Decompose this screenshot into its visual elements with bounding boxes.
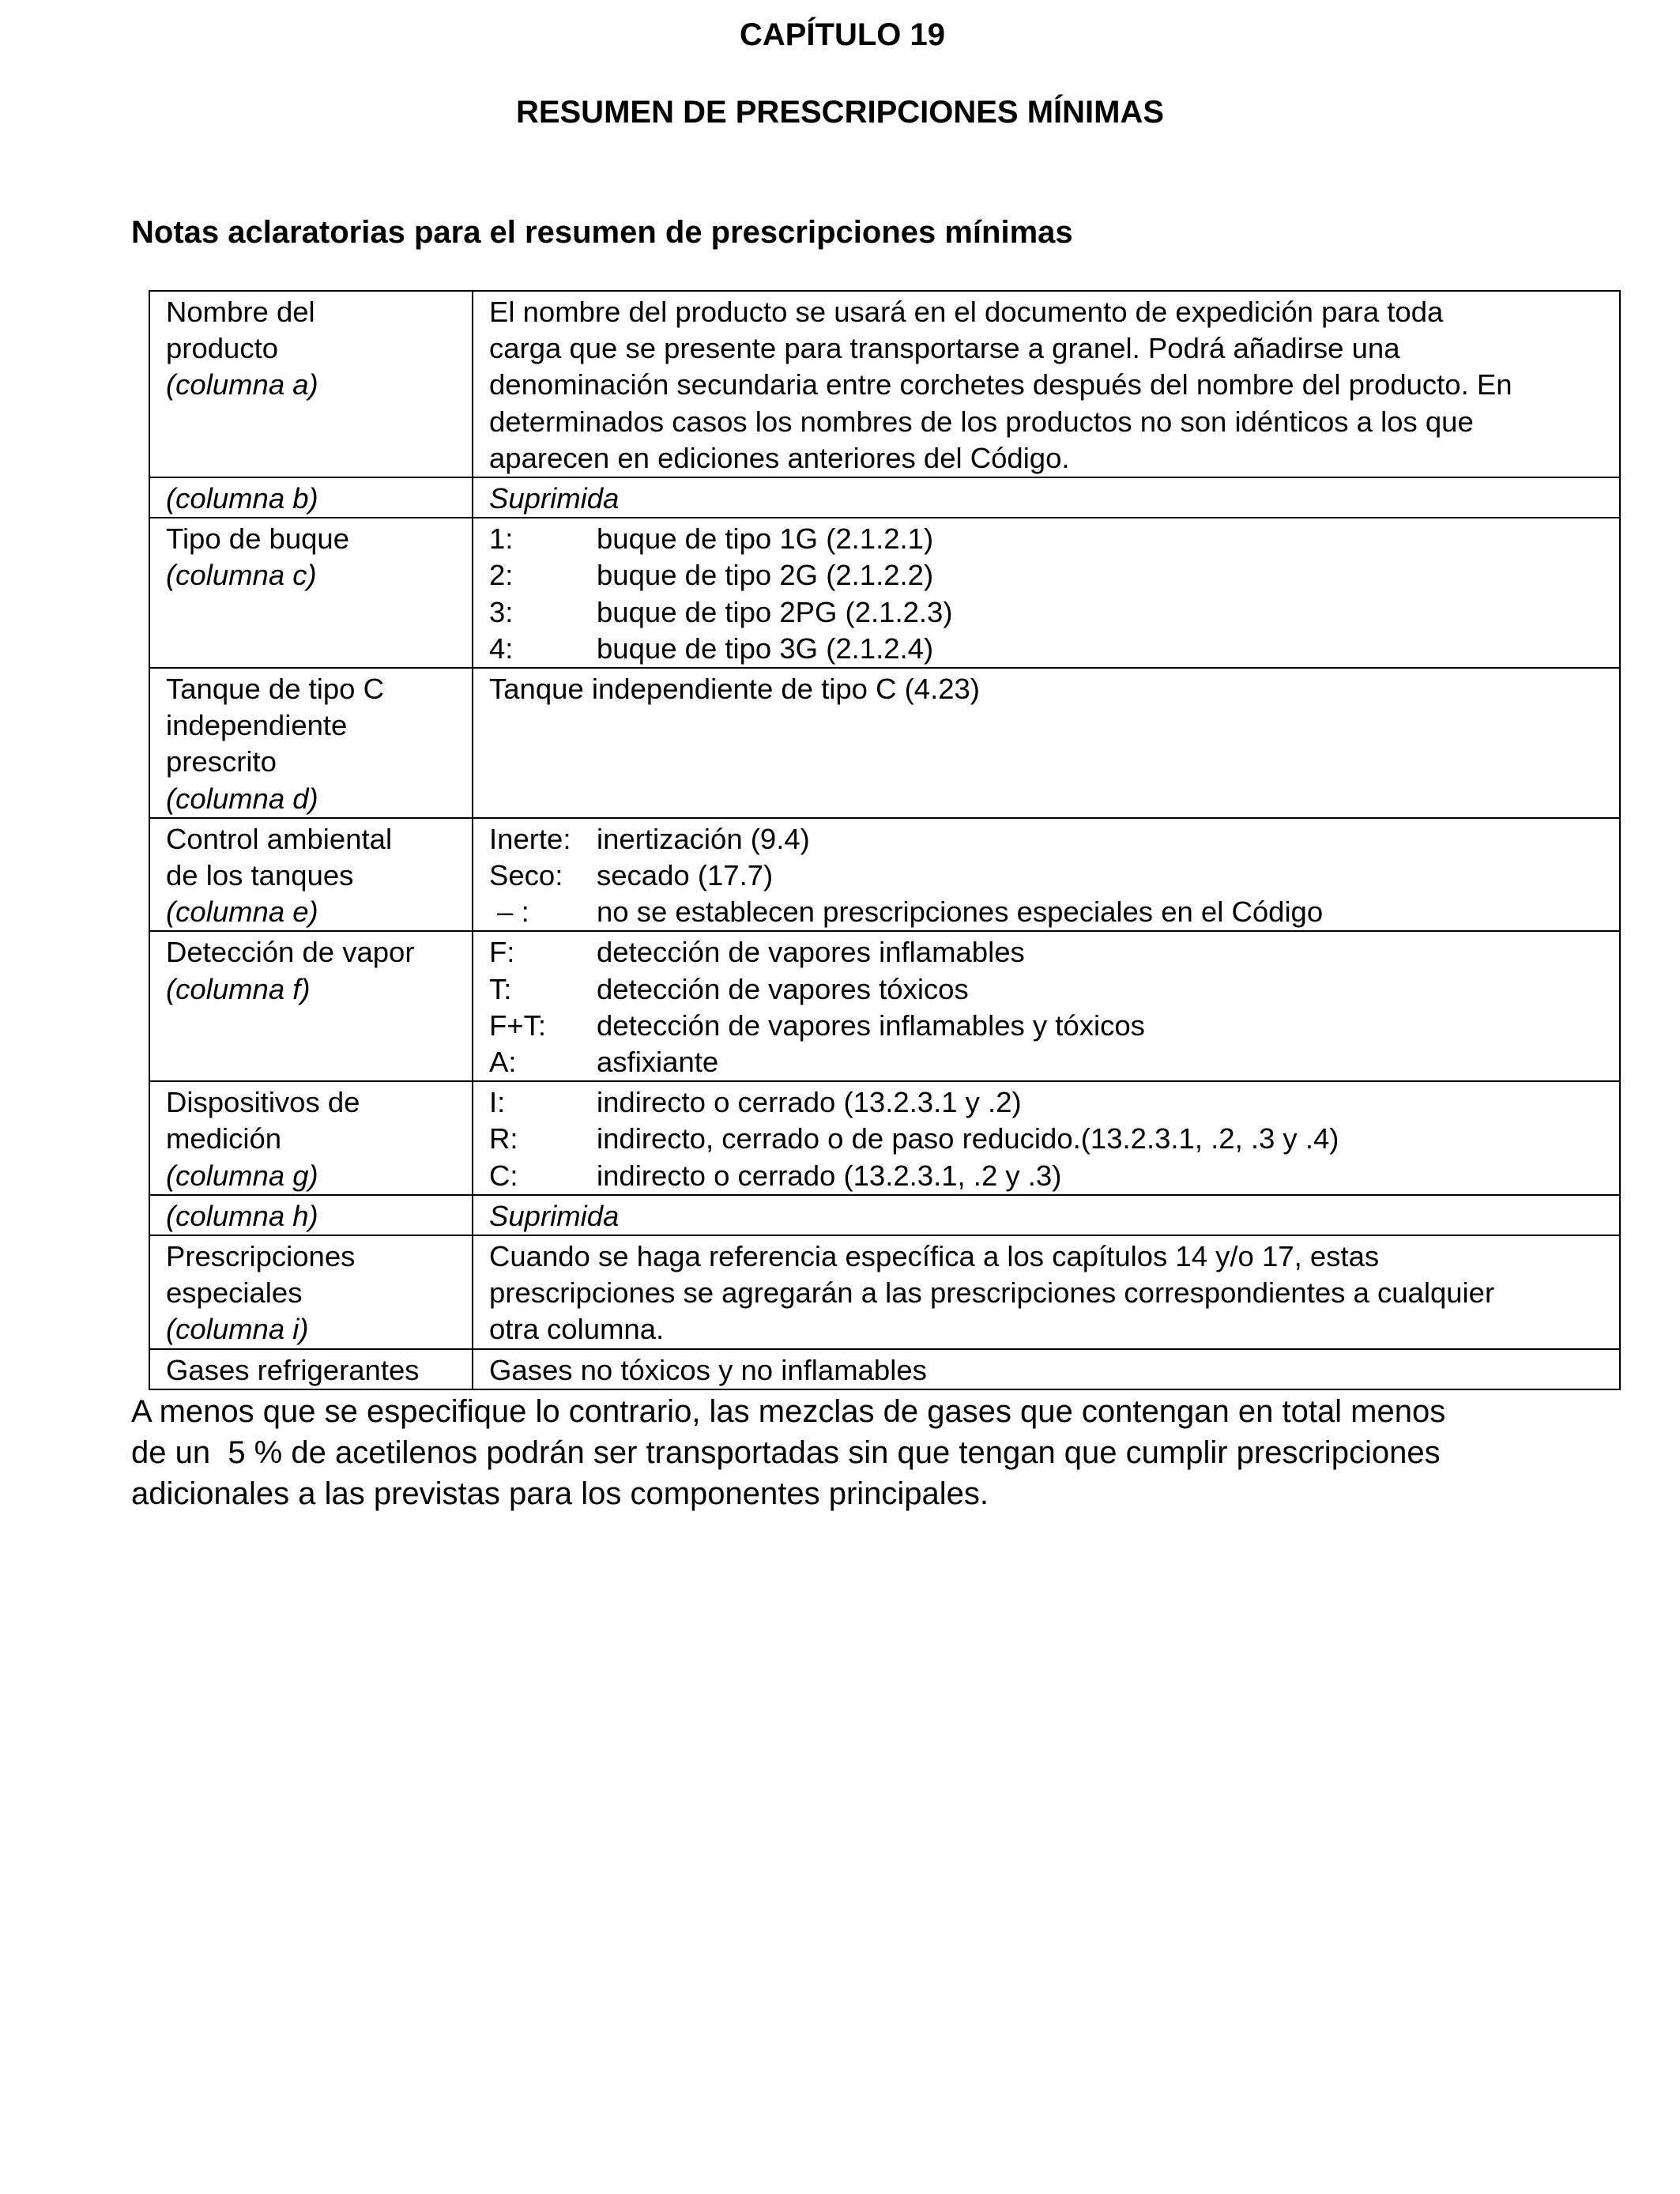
column-ref: (columna f): [166, 972, 311, 1005]
description-line: Cuando se haga referencia específica a los capítulos 14 y/o 17, estas: [489, 1240, 1380, 1273]
row-label: Nombre del: [166, 296, 315, 328]
row-label: Dispositivos de: [166, 1086, 360, 1119]
description-line: Gases no tóxicos y no inflamables: [489, 1353, 927, 1386]
column-ref: (columna i): [166, 1313, 309, 1346]
column-ref: (columna b): [166, 482, 318, 515]
column-ref: (columna c): [166, 559, 317, 592]
code-entry: [489, 894, 1611, 930]
column-ref: (columna g): [166, 1159, 318, 1192]
table-row-gases-refrigerantes: [149, 1349, 1620, 1389]
code-key: 4:: [489, 631, 514, 665]
row-description-cell: [473, 1235, 1620, 1349]
code-value: inertización (9.4): [597, 822, 810, 855]
row-description-cell: [473, 1195, 1620, 1235]
chapter-title: CAPÍTULO 19: [739, 17, 946, 52]
notes-table: [149, 290, 1621, 1390]
row-label: Gases refrigerantes: [166, 1353, 420, 1386]
code-key: 1:: [489, 522, 514, 556]
row-description-cell: [473, 818, 1620, 932]
code-key: T:: [489, 972, 512, 1005]
row-label-cell: [149, 1235, 473, 1349]
code-value: indirecto, cerrado o de paso reducido.(13.2.3.1, .2, .3 y .4): [597, 1122, 1339, 1155]
row-description-cell: [473, 518, 1620, 668]
code-value: no se establecen prescripciones especiales en el Código: [597, 895, 1324, 929]
column-ref: (columna a): [166, 368, 318, 401]
description-line: prescripciones se agregarán a las prescripciones correspondientes a cualquier: [489, 1276, 1495, 1310]
table-row-columna-b: [149, 477, 1620, 518]
code-key: F+T:: [489, 1008, 547, 1042]
code-key: I:: [489, 1086, 506, 1119]
row-description-cell: [473, 291, 1620, 477]
code-value: detección de vapores inflamables: [597, 936, 1025, 969]
paragraph-line: A menos que se especifique lo contrario, las mezclas de gases que contengan en total menos: [131, 1394, 1446, 1429]
code-entry: [489, 934, 1611, 971]
code-key: Seco:: [489, 859, 563, 892]
table-row-columna-a: [149, 291, 1620, 477]
closing-paragraph: [131, 1391, 1633, 1514]
code-value: secado (17.7): [597, 859, 774, 892]
code-value: buque de tipo 3G (2.1.2.4): [597, 631, 934, 665]
row-label: producto: [166, 332, 279, 365]
description-line: otra columna.: [489, 1313, 665, 1346]
row-description-cell: [473, 931, 1620, 1081]
paragraph-line: adicionales a las previstas para los componentes principales.: [131, 1476, 989, 1511]
code-value: buque de tipo 1G (2.1.2.1): [597, 522, 934, 556]
row-label-cell: [149, 1349, 473, 1389]
code-key: Inerte:: [489, 822, 571, 855]
code-entry: [489, 1044, 1611, 1080]
code-key: C:: [489, 1159, 518, 1192]
code-key: F:: [489, 936, 515, 969]
row-label: prescrito: [166, 745, 277, 778]
row-label-cell: [149, 1081, 473, 1195]
row-label-cell: [149, 291, 473, 477]
row-label: Control ambiental: [166, 822, 393, 855]
code-value: indirecto o cerrado (13.2.3.1, .2 y .3): [597, 1159, 1062, 1192]
description-line: determinados casos los nombres de los productos no son idénticos a los que: [489, 405, 1474, 438]
table-row-columna-e: [149, 818, 1620, 932]
description-line: Tanque independiente de tipo C (4.23): [489, 673, 980, 706]
table-row-columna-c: [149, 518, 1620, 668]
row-label: especiales: [166, 1276, 303, 1310]
code-value: detección de vapores tóxicos: [597, 972, 969, 1005]
code-entry: [489, 821, 1611, 858]
table-row-columna-g: [149, 1081, 1620, 1195]
description-line: El nombre del producto se usará en el documento de expedición para toda: [489, 296, 1444, 328]
code-entry: [489, 1158, 1611, 1194]
summary-title: RESUMEN DE PRESCRIPCIONES MÍNIMAS: [515, 95, 1165, 130]
table-row-columna-f: [149, 931, 1620, 1081]
code-entry: [489, 557, 1611, 594]
code-entry: [489, 1008, 1611, 1044]
table-row-columna-i: [149, 1235, 1620, 1349]
code-value: buque de tipo 2G (2.1.2.2): [597, 559, 934, 592]
column-ref: (columna e): [166, 895, 318, 929]
description-line: denominación secundaria entre corchetes después del nombre del producto. En: [489, 368, 1512, 401]
description-line: Suprimida: [489, 482, 620, 515]
row-label: de los tanques: [166, 859, 354, 892]
row-label: independiente: [166, 709, 348, 742]
code-value: asfixiante: [597, 1046, 719, 1079]
code-key: 3:: [489, 595, 514, 628]
code-entry: [489, 594, 1611, 631]
paragraph-line: de un 5 % de acetilenos podrán ser transportadas sin que tengan que cumplir prescripciones: [131, 1435, 1441, 1470]
row-label-cell: [149, 818, 473, 932]
row-description-cell: [473, 668, 1620, 818]
row-label: Detección de vapor: [166, 936, 415, 969]
row-label-cell: [149, 931, 473, 1081]
row-description-cell: [473, 1081, 1620, 1195]
code-entry: [489, 971, 1611, 1008]
code-key: 2:: [489, 559, 514, 592]
row-label: medición: [166, 1122, 282, 1155]
row-label-cell: [149, 668, 473, 818]
column-ref: (columna d): [166, 782, 318, 815]
code-key: A:: [489, 1046, 517, 1079]
notes-heading: Notas aclaratorias para el resumen de prescripciones mínimas: [131, 215, 1073, 250]
table-row-columna-h: [149, 1195, 1620, 1235]
code-entry: [489, 631, 1611, 667]
row-description-cell: [473, 1349, 1620, 1389]
column-ref: (columna h): [166, 1199, 318, 1232]
row-description-cell: [473, 477, 1620, 518]
row-label: Prescripciones: [166, 1240, 356, 1273]
code-key: R:: [489, 1122, 518, 1155]
code-entry: [489, 1084, 1611, 1121]
code-key: – :: [489, 895, 529, 929]
description-line: carga que se presente para transportarse a granel. Podrá añadirse una: [489, 332, 1400, 365]
table-row-columna-d: [149, 668, 1620, 818]
code-value: indirecto o cerrado (13.2.3.1 y .2): [597, 1086, 1022, 1119]
description-line: aparecen en ediciones anteriores del Código.: [489, 441, 1070, 474]
row-label-cell: [149, 477, 473, 518]
code-entry: [489, 858, 1611, 894]
row-label: Tanque de tipo C: [166, 673, 384, 706]
description-line: Suprimida: [489, 1199, 620, 1232]
code-entry: [489, 1121, 1611, 1157]
row-label-cell: [149, 1195, 473, 1235]
row-label: Tipo de buque: [166, 522, 350, 556]
code-value: buque de tipo 2PG (2.1.2.3): [597, 595, 953, 628]
row-label-cell: [149, 518, 473, 668]
code-value: detección de vapores inflamables y tóxicos: [597, 1008, 1145, 1042]
code-entry: [489, 521, 1611, 557]
